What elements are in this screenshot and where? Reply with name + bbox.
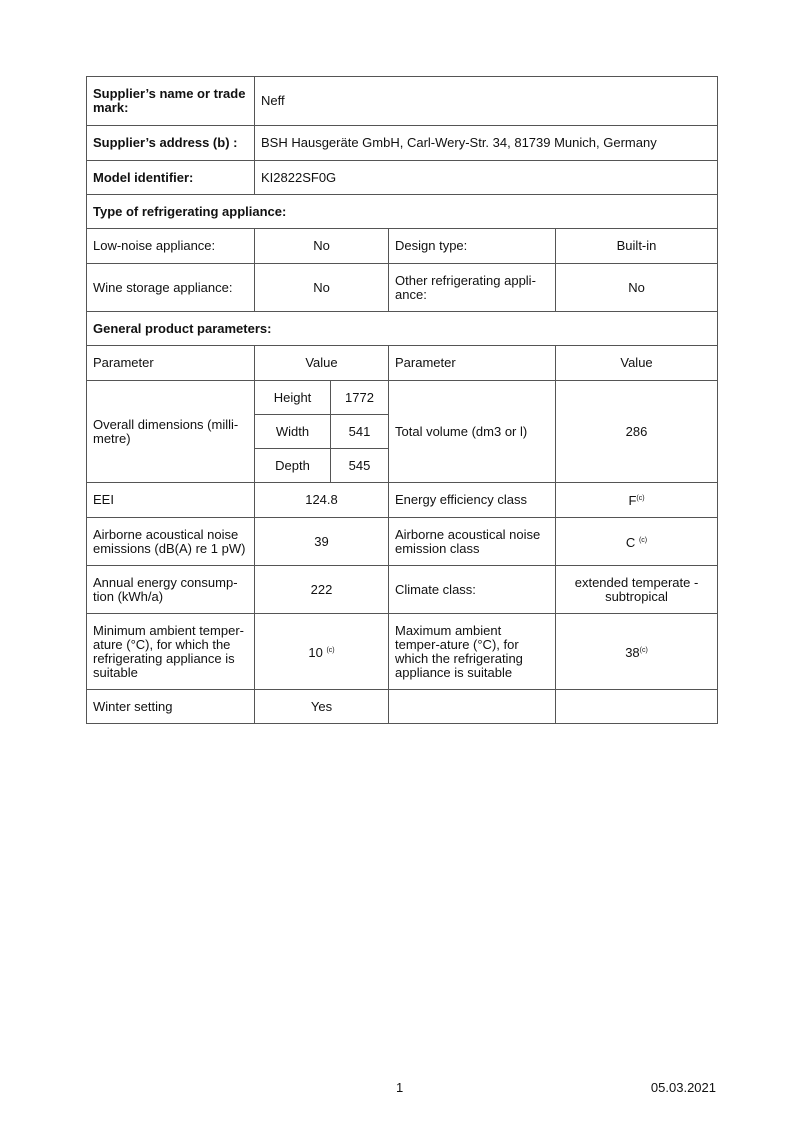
- eei-value: 124.8: [255, 483, 389, 518]
- col-parameter-2: Parameter: [389, 346, 556, 381]
- design-label: Design type:: [389, 229, 556, 264]
- noise-value: 39: [255, 518, 389, 566]
- volume-value: 286: [556, 381, 718, 483]
- other-label: Other refrigerating appli-ance:: [389, 264, 556, 312]
- volume-label: Total volume (dm3 or l): [389, 381, 556, 483]
- winter-label: Winter setting: [87, 690, 255, 724]
- col-value: Value: [255, 346, 389, 381]
- winter-value: Yes: [255, 690, 389, 724]
- document-date: 05.03.2021: [650, 1080, 716, 1095]
- aec-label: Annual energy consump-tion (kWh/a): [87, 566, 255, 614]
- max-temp-label: Maximum ambient temper-ature (°C), for which the refrigerating appliance is suitable: [389, 614, 556, 690]
- min-temp-label: Minimum ambient temper-ature (°C), for which the refrigerating appliance is suitable: [87, 614, 255, 690]
- width-label: Width: [255, 415, 331, 449]
- max-temp-cell: [556, 614, 718, 690]
- wine-value: No: [255, 264, 389, 312]
- eclass-cell: [556, 483, 718, 518]
- noise-label: Airborne acoustical noise emissions (dB(A) re 1 pW): [87, 518, 255, 566]
- supplier-name-label: Supplier’s name or trade mark:: [87, 77, 255, 126]
- eclass-label: Energy efficiency class: [389, 483, 556, 518]
- low-noise-label: Low-noise appliance:: [87, 229, 255, 264]
- max-temp-value: 38: [625, 644, 640, 660]
- width-value: 541: [331, 415, 389, 449]
- low-noise-value: No: [255, 229, 389, 264]
- eei-label: EEI: [87, 483, 255, 518]
- other-value: No: [556, 264, 718, 312]
- col-parameter: Parameter: [87, 346, 255, 381]
- max-temp-note: (c): [639, 646, 648, 654]
- depth-label: Depth: [255, 449, 331, 483]
- eclass-note: (c): [636, 495, 645, 502]
- noise-class-label: Airborne acoustical noise emission class: [389, 518, 556, 566]
- type-heading: Type of refrigerating appliance:: [87, 195, 718, 229]
- min-temp-cell: [255, 614, 389, 690]
- model-label: Model identifier:: [87, 161, 255, 195]
- noise-class-value: C: [625, 534, 636, 550]
- noise-class-note: (c): [638, 536, 648, 544]
- aec-value: 222: [255, 566, 389, 614]
- design-value: Built-in: [556, 229, 718, 264]
- noise-class-cell: [556, 518, 718, 566]
- depth-value: 545: [331, 449, 389, 483]
- supplier-name: Neff: [255, 77, 718, 126]
- model-identifier: KI2822SF0G: [255, 161, 718, 195]
- empty-cell: [556, 690, 718, 724]
- min-temp-value: 10: [308, 644, 323, 660]
- product-info-table: [86, 76, 718, 724]
- supplier-address-label: Supplier’s address (b) :: [87, 126, 255, 161]
- supplier-address: BSH Hausgeräte GmbH, Carl-Wery-Str. 34, 81739 Munich, Germany: [255, 126, 718, 161]
- height-label: Height: [255, 381, 331, 415]
- min-temp-note: (c): [326, 646, 335, 654]
- col-value-2: Value: [556, 346, 718, 381]
- page-number: 1: [396, 1080, 404, 1095]
- dims-label: Overall dimensions (milli-metre): [87, 381, 255, 483]
- eclass-value: F: [628, 493, 637, 508]
- height-value: 1772: [331, 381, 389, 415]
- wine-label: Wine storage appliance:: [87, 264, 255, 312]
- climate-label: Climate class:: [389, 566, 556, 614]
- climate-value: extended temperate - subtropical: [556, 566, 718, 614]
- general-heading: General product parameters:: [87, 312, 718, 346]
- empty-cell: [389, 690, 556, 724]
